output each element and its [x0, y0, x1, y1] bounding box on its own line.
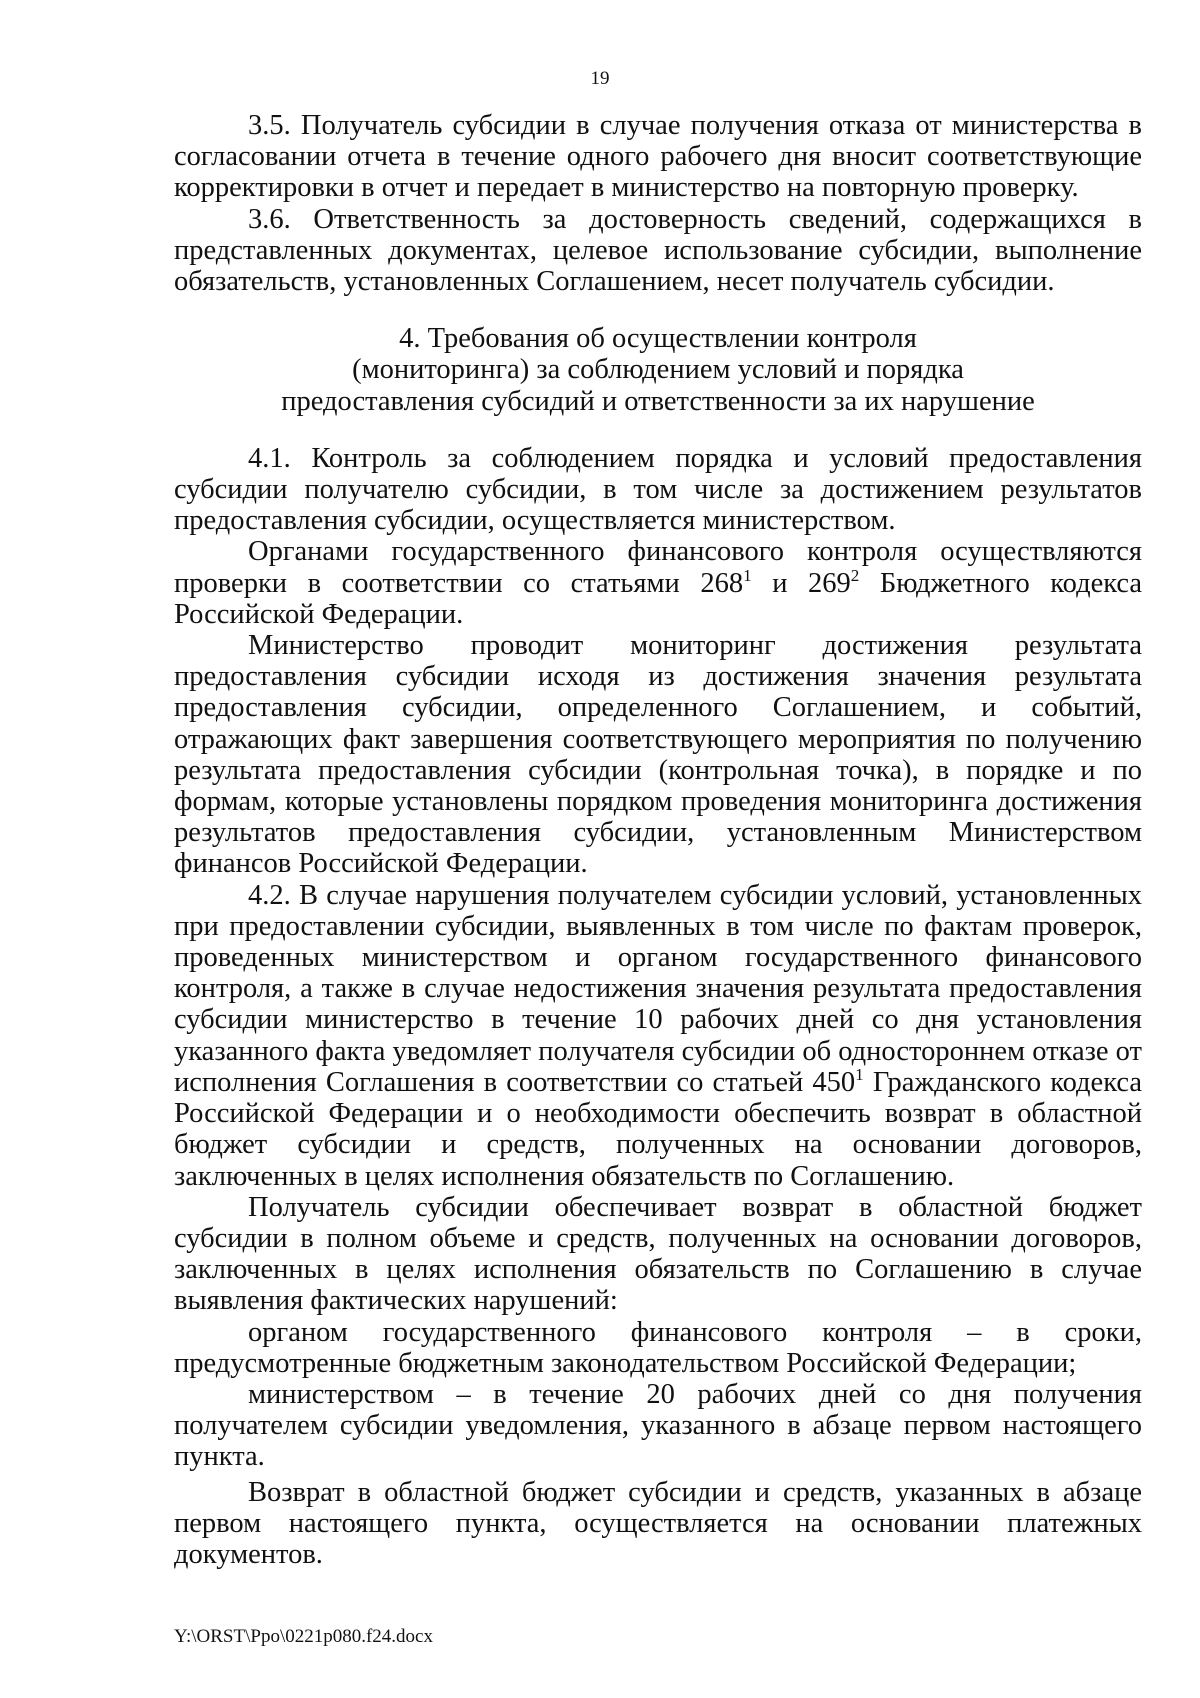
heading-line-1: 4. Требования об осуществлении контроля: [399, 323, 917, 355]
section-4-heading: [174, 323, 1142, 417]
paragraph-ministry-monitoring: Министерство проводит мониторинг достижения результата предоставления субсидии исходя из достижения значения результата предоставления субсидии, определенного Соглашением, и событий, отражающих факт завершения соответствующего мероприятия по получению результата предоставления субсидии (контрольная точка), в порядке и по формам, которые установлены порядком проведения мониторинга достижения результатов предоставления субсидии, установленным Министерством финансов Российской Федерации.: [174, 630, 1142, 880]
paragraph-4-1: 4.1. Контроль за соблюдением порядка и условий предоставления субсидии получателю субсидии, в том числе за достижением результатов предоставления субсидии, осуществляется министерством.: [174, 442, 1142, 537]
paragraph-3-5: 3.5. Получатель субсидии в случае получения отказа от министерства в согласовании отчета в течение одного рабочего дня вносит соответствующие корректировки в отчет и передает в министерство на повторную проверку.: [174, 110, 1142, 204]
file-path-footer: Y:\ORST\Ppo\0221p080.f24.docx: [174, 1626, 433, 1647]
article-450-superscript: 1: [855, 1064, 864, 1084]
paragraph-3-6: 3.6. Ответственность за достоверность сведений, содержащихся в представленных документах, целевое использование субсидии, выполнение обязательств, установленных Соглашением, несет получатель субсидии.: [174, 203, 1142, 298]
paragraph-4-2-text-a: 4.2. В случае нарушения получателем субсидии условий, установленных при предоставлении субсидии, выявленных в том числе по фактам проверок, проведенных министерством и органом государственного финансового контроля, а также в случае недостижения значения результата предоставления субсидии министерство в течение 10 рабочих дней со дня установления указанного факта уведомляет получателя субсидии об одностороннем отказе от исполнения Соглашения в соответствии со статьей 450: [174, 879, 1142, 1098]
control-organs-text-b: и 269: [751, 567, 851, 599]
page-number: 19: [590, 68, 610, 89]
paragraph-4-2-text-b: Гражданского кодекса Российской Федерации и о необходимости обеспечить возврат в областной бюджет субсидии и средств, полученных на основании договоров, заключенных в целях исполнения обязательств по Соглашению.: [174, 1066, 1142, 1192]
paragraph-recipient-return: Получатель субсидии обеспечивает возврат в областной бюджет субсидии в полном объеме и средств, полученных на основании договоров, заключенных в целях исполнения обязательств по Соглашению в случае выявления фактических нарушений:: [174, 1191, 1142, 1317]
article-269-superscript: 2: [850, 565, 860, 585]
heading-line-3: предоставления субсидий и ответственности за их нарушение: [281, 385, 1035, 417]
control-organs-text-c: Бюджетного кодекса Российской Федерации.: [174, 567, 1143, 630]
paragraph-control-organs: [174, 536, 1142, 630]
control-organs-text-a: Органами государственного финансового контроля осуществляются проверки в соответствии со статьями 268: [174, 536, 1142, 599]
document-body: [174, 110, 1142, 1570]
paragraph-ministry-term: министерством – в течение 20 рабочих дней со дня получения получателем субсидии уведомления, указанного в абзаце первом настоящего пункта.: [174, 1378, 1142, 1473]
paragraph-return-payment: Возврат в областной бюджет субсидии и средств, указанных в абзаце первом настоящего пункта, осуществляется на основании платежных документов.: [174, 1476, 1142, 1570]
paragraph-organ-control-term: органом государственного финансового контроля – в сроки, предусмотренные бюджетным законодательством Российской Федерации;: [174, 1316, 1142, 1379]
heading-line-2: (мониторинга) за соблюдением условий и порядка: [352, 354, 964, 386]
paragraph-4-2: [174, 880, 1142, 1192]
article-268-superscript: 1: [743, 565, 752, 585]
